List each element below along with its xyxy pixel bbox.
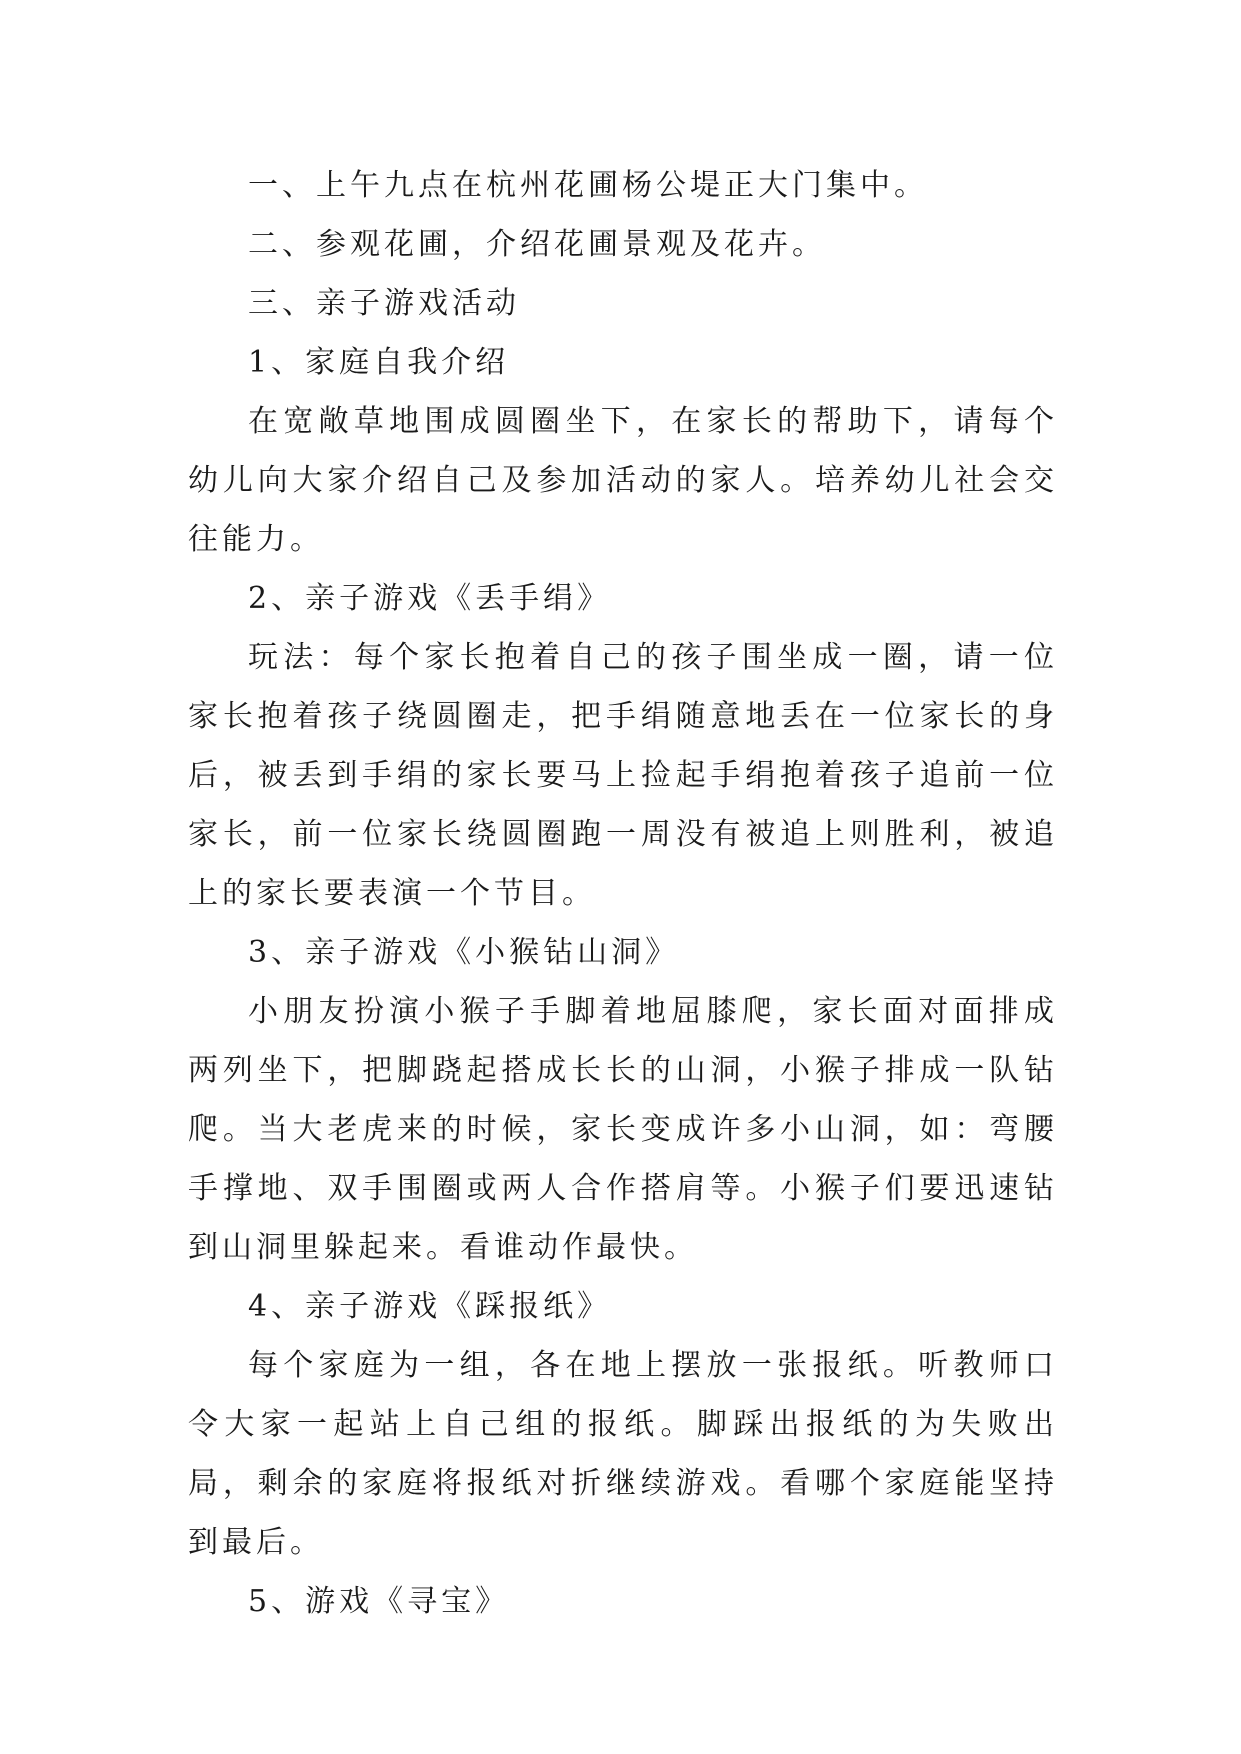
paragraph-item-1-body: 在宽敞草地围成圆圈坐下，在家长的帮助下，请每个幼儿向大家介绍自己及参加活动的家人。培养幼儿社会交往能力。: [188, 404, 1058, 557]
paragraph-item-3-body: 小朋友扮演小猴子手脚着地屈膝爬，家长面对面排成两列坐下，把脚跷起搭成长长的山洞，小猴子排成一队钻爬。当大老虎来的时候，家长变成许多小山洞，如：弯腰手撑地、双手围圈或两人合作搭肩等。小猴子们要迅速钻到山洞里躲起来。看谁动作最快。: [188, 994, 1058, 1265]
paragraph-activities-heading: 三、亲子游戏活动: [248, 286, 520, 321]
paragraph-item-2-body: 玩法：每个家长抱着自己的孩子围坐成一圈，请一位家长抱着孩子绕圆圈走，把手绢随意地丢在一位家长的身后，被丢到手绢的家长要马上捡起手绢抱着孩子追前一位家长，前一位家长绕圆圈跑一周没有被追上则胜利，被追上的家长要表演一个节目。: [188, 640, 1058, 911]
paragraph-item-5-heading: 5、游戏《寻宝》: [248, 1584, 510, 1619]
paragraph-item-3-heading: 3、亲子游戏《小猴钻山洞》: [248, 935, 680, 970]
paragraph-gathering: 一、上午九点在杭州花圃杨公堤正大门集中。: [248, 168, 928, 203]
paragraph-item-4-body: 每个家庭为一组，各在地上摆放一张报纸。听教师口令大家一起站上自己组的报纸。脚踩出报纸的为失败出局，剩余的家庭将报纸对折继续游戏。看哪个家庭能坚持到最后。: [188, 1348, 1058, 1560]
paragraph-visit: 二、参观花圃，介绍花圃景观及花卉。: [248, 227, 826, 262]
paragraph-item-4-heading: 4、亲子游戏《踩报纸》: [248, 1289, 612, 1324]
document-body: [188, 156, 1058, 1631]
paragraph-item-2-heading: 2、亲子游戏《丢手绢》: [248, 581, 612, 616]
paragraph-item-1-heading: 1、家庭自我介绍: [248, 345, 510, 380]
